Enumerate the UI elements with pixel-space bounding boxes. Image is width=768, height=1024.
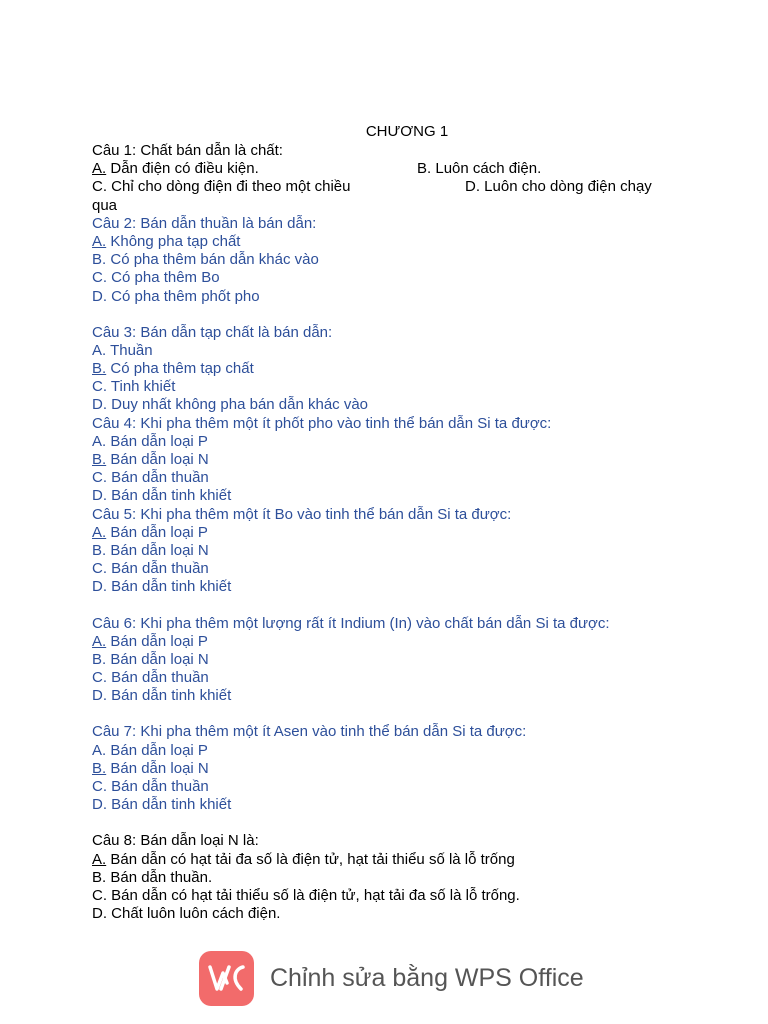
answer-b: B. Bán dẫn loại N (92, 759, 209, 777)
answer-c: C. Bán dẫn có hạt tải thiểu số là điện tử, hạt tải đa số là lỗ trống. (92, 886, 520, 904)
question-4 (92, 415, 692, 506)
answer-d: D. Bán dẫn tinh khiết (92, 687, 232, 705)
answer-b: B. Bán dẫn loại N (92, 541, 209, 559)
answer-a: A. Bán dẫn loại P (92, 632, 208, 650)
answer-b: B. Có pha thêm tạp chất (92, 360, 254, 378)
answer-a: A. Bán dẫn loại P (92, 523, 208, 541)
answer-d: D. Bán dẫn tinh khiết (92, 578, 232, 596)
answer-a: A. Bán dẫn loại P (92, 432, 208, 450)
question-text: Câu 4: Khi pha thêm một ít phốt pho vào tinh thể bán dẫn Si ta được: (92, 414, 552, 432)
answer-b: B. Bán dẫn thuần. (92, 868, 213, 886)
answer-c: C. Bán dẫn thuần (92, 469, 209, 487)
question-text: Câu 1: Chất bán dẫn là chất: (92, 142, 283, 159)
question-8 (92, 832, 692, 923)
wps-edit-text[interactable]: Chỉnh sửa bằng WPS Office (270, 963, 584, 992)
wps-logo-mark (207, 963, 247, 993)
answer-d-wrap: qua (92, 196, 118, 214)
question-text: Câu 2: Bán dẫn thuần là bán dẫn: (92, 214, 317, 232)
answer-c: C. Tinh khiết (92, 378, 176, 396)
answer-row (92, 160, 692, 178)
question-text: Câu 8: Bán dẫn loại N là: (92, 832, 259, 850)
question-text: Câu 5: Khi pha thêm một ít Bo vào tinh thể bán dẫn Si ta được: (92, 505, 512, 523)
question-6 (92, 615, 692, 706)
answer-c: C. Chỉ cho dòng điện đi theo một chiều (92, 178, 351, 196)
answer-a: A. Thuần (92, 341, 153, 359)
document-body (92, 122, 692, 923)
question-3 (92, 324, 692, 415)
spacer (92, 306, 692, 324)
answer-c: C. Có pha thêm Bo (92, 269, 220, 287)
question-text: Câu 6: Khi pha thêm một lượng rất ít Indium (In) vào chất bán dẫn Si ta được: (92, 614, 610, 632)
answer-b: B. Bán dẫn loại N (92, 451, 209, 468)
answer-d: D. Duy nhất không pha bán dẫn khác vào (92, 396, 369, 414)
answer-d: D. Luôn cho dòng điện chạy (465, 178, 652, 196)
wps-logo-icon (199, 951, 254, 1006)
answer-c: C. Bán dẫn thuần (92, 778, 209, 795)
answer-b: B. Có pha thêm bán dẫn khác vào (92, 251, 319, 269)
answer-b: B. Luôn cách điện. (417, 160, 542, 178)
answer-row (92, 178, 692, 196)
answer-b: B. Bán dẫn loại N (92, 650, 209, 668)
question-1 (92, 142, 692, 215)
spacer (92, 814, 692, 832)
answer-a: A. Bán dẫn có hạt tải đa số là điện tử, hạt tải thiểu số là lỗ trống (92, 850, 515, 868)
question-5 (92, 506, 692, 597)
spacer (92, 705, 692, 723)
answer-c: C. Bán dẫn thuần (92, 560, 209, 578)
question-text: Câu 7: Khi pha thêm một ít Asen vào tinh thể bán dẫn Si ta được: (92, 723, 527, 741)
answer-a: A. Bán dẫn loại P (92, 741, 208, 759)
question-text: Câu 3: Bán dẫn tạp chất là bán dẫn: (92, 323, 333, 341)
answer-d: D. Có pha thêm phốt pho (92, 287, 260, 305)
answer-d: D. Bán dẫn tinh khiết (92, 796, 232, 814)
answer-d: D. Chất luôn luôn cách điện. (92, 905, 281, 923)
answer-a: A. Không pha tạp chất (92, 232, 241, 250)
answer-c: C. Bán dẫn thuần (92, 669, 209, 687)
spacer (92, 597, 692, 615)
question-7 (92, 723, 692, 814)
question-2 (92, 215, 692, 306)
wps-edit-banner[interactable] (199, 950, 584, 1006)
answer-a: A. Dẫn điện có điều kiện. (92, 160, 259, 178)
answer-d: D. Bán dẫn tinh khiết (92, 487, 232, 505)
chapter-title: CHƯƠNG 1 (365, 123, 449, 140)
